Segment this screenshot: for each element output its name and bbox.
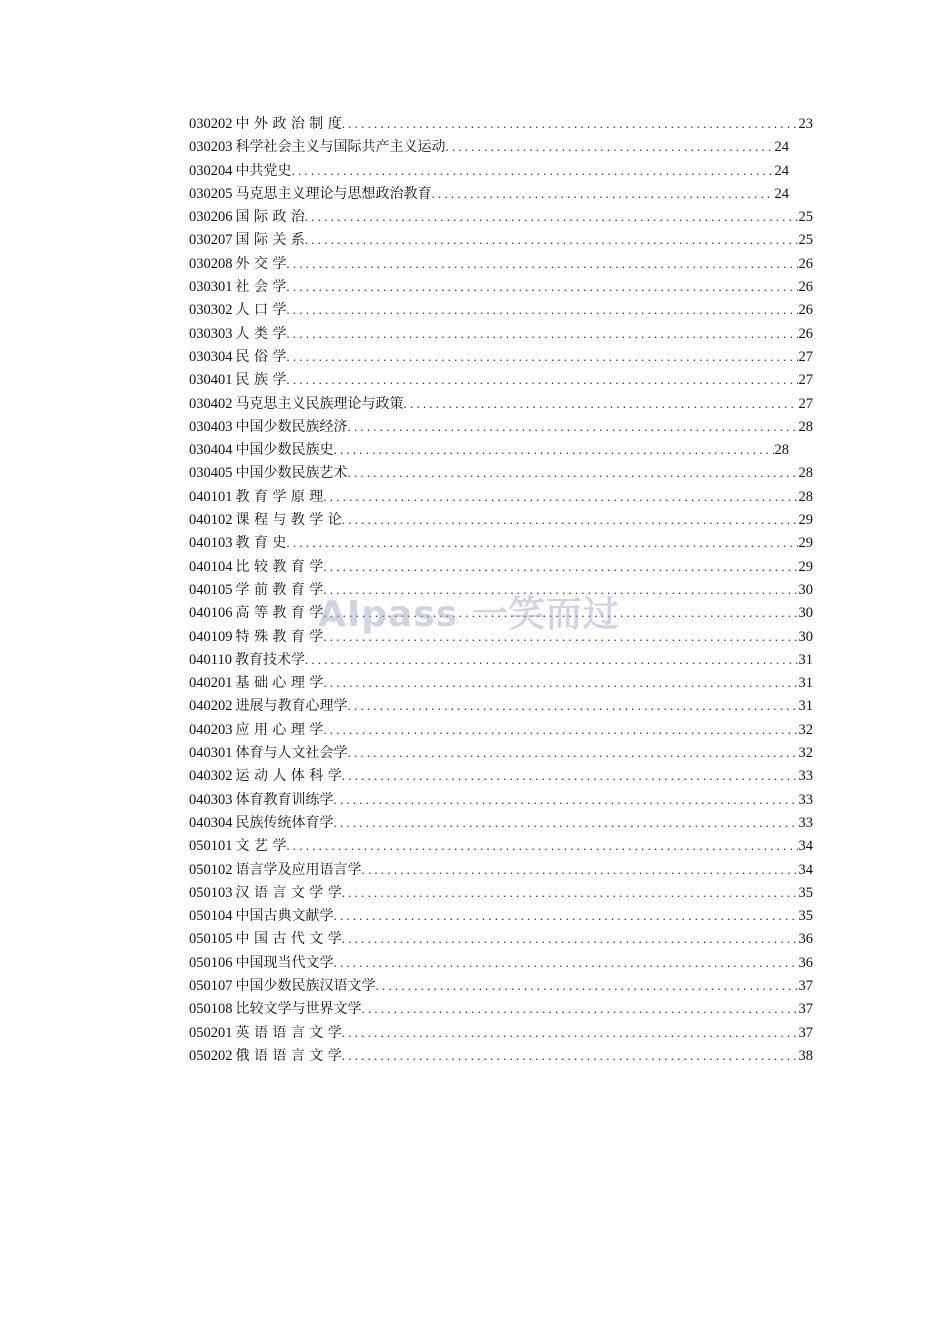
toc-title: 英 语 语 言 文 学 [235, 1024, 342, 1041]
toc-entry[interactable] [189, 834, 813, 857]
toc-code: 040102 [189, 512, 233, 529]
toc-page-number: 24 [774, 139, 789, 156]
toc-leader-dots [348, 461, 798, 484]
toc-entry[interactable] [189, 112, 813, 135]
toc-page-number: 31 [798, 698, 813, 715]
toc-leader-dots [323, 485, 797, 508]
toc-page-number: 26 [798, 325, 813, 342]
toc-entry[interactable] [189, 368, 813, 391]
toc-entry[interactable] [189, 881, 813, 904]
toc-page-number: 37 [798, 977, 813, 994]
toc-entry[interactable] [189, 997, 813, 1020]
toc-entry[interactable] [189, 508, 813, 531]
toc-entry[interactable] [189, 764, 813, 787]
toc-code: 050202 [189, 1047, 233, 1064]
toc-entry[interactable] [189, 1021, 813, 1044]
toc-title: 社 会 学 [235, 279, 287, 296]
toc-title: 民 俗 学 [235, 348, 287, 365]
toc-code: 030203 [189, 139, 233, 156]
toc-leader-dots [348, 741, 798, 764]
toc-entry[interactable] [189, 298, 813, 321]
toc-page-number: 26 [798, 255, 813, 272]
toc-page-number: 32 [798, 721, 813, 738]
toc-title: 中国古典文献学 [235, 908, 334, 925]
toc-title: 特 殊 教 育 学 [235, 628, 324, 645]
toc-page-number: 28 [798, 465, 813, 482]
toc-leader-dots [323, 578, 797, 601]
toc-code: 040109 [189, 628, 233, 645]
toc-title: 中共党史 [235, 162, 292, 179]
toc-code: 050108 [189, 1001, 233, 1018]
toc-leader-dots [286, 252, 797, 275]
toc-leader-dots [305, 205, 798, 228]
toc-code: 050101 [189, 838, 233, 855]
toc-code: 040201 [189, 675, 233, 692]
toc-leader-dots [323, 718, 797, 741]
toc-page-number: 34 [798, 838, 813, 855]
toc-leader-dots [292, 159, 774, 182]
toc-title: 文 艺 学 [235, 838, 287, 855]
toc-page-number: 26 [798, 279, 813, 296]
toc-leader-dots [362, 997, 798, 1020]
toc-entry[interactable] [189, 927, 813, 950]
toc-code: 050106 [189, 954, 233, 971]
toc-page-number: 24 [774, 185, 789, 202]
toc-code: 030404 [189, 442, 233, 459]
toc-title: 国 际 关 系 [235, 232, 305, 249]
toc-entry[interactable] [189, 182, 789, 205]
toc-leader-dots [286, 531, 797, 554]
toc-leader-dots [342, 927, 798, 950]
toc-title: 教育技术学 [234, 651, 305, 668]
toc-entry[interactable] [189, 601, 813, 624]
toc-leader-dots [446, 135, 774, 158]
toc-leader-dots [286, 275, 797, 298]
toc-entry[interactable] [189, 718, 813, 741]
toc-entry[interactable] [189, 904, 813, 927]
toc-title: 高 等 教 育 学 [235, 605, 324, 622]
toc-code: 040101 [189, 488, 233, 505]
toc-title: 马克思主义理论与思想政治教育 [235, 185, 432, 202]
toc-title: 人 类 学 [235, 325, 287, 342]
toc-leader-dots [342, 112, 798, 135]
toc-page-number: 36 [798, 931, 813, 948]
toc-page-number: 29 [798, 512, 813, 529]
toc-title: 汉 语 言 文 学 学 [235, 884, 342, 901]
toc-entry[interactable] [189, 531, 813, 554]
toc-code: 050107 [189, 977, 233, 994]
toc-leader-dots [334, 951, 798, 974]
toc-title: 进展与教育心理学 [235, 698, 348, 715]
toc-leader-dots [334, 811, 798, 834]
toc-code: 030302 [189, 302, 233, 319]
toc-code: 040301 [189, 745, 233, 762]
toc-code: 040303 [189, 791, 233, 808]
toc-title: 教 育 学 原 理 [235, 488, 324, 505]
toc-code: 040203 [189, 721, 233, 738]
toc-code: 040302 [189, 768, 233, 785]
toc-page-number: 34 [798, 861, 813, 878]
toc-entry[interactable] [189, 135, 789, 158]
toc-code: 030402 [189, 395, 233, 412]
toc-entry[interactable] [189, 578, 813, 601]
toc-leader-dots [323, 671, 797, 694]
toc-page-number: 32 [798, 745, 813, 762]
toc-code: 030304 [189, 348, 233, 365]
toc-leader-dots [342, 508, 798, 531]
toc-code: 040202 [189, 698, 233, 715]
table-of-contents [189, 112, 813, 1067]
toc-leader-dots [376, 974, 798, 997]
toc-entry[interactable] [189, 555, 813, 578]
toc-title: 中国少数民族汉语文学 [235, 977, 376, 994]
toc-title: 语言学及应用语言学 [235, 861, 362, 878]
toc-entry[interactable] [189, 392, 813, 415]
toc-page-number: 27 [798, 395, 813, 412]
toc-title: 中 外 政 治 制 度 [235, 116, 342, 132]
toc-title: 国 际 政 治 [235, 209, 305, 226]
toc-leader-dots [286, 368, 797, 391]
toc-entry[interactable] [189, 205, 813, 228]
toc-title: 教 育 史 [235, 535, 287, 552]
toc-title: 应 用 心 理 学 [235, 721, 324, 738]
toc-leader-dots [334, 438, 774, 461]
toc-page-number: 35 [798, 884, 813, 901]
toc-title: 中国少数民族史 [235, 442, 334, 459]
toc-code: 030207 [189, 232, 233, 249]
toc-code: 030205 [189, 185, 233, 202]
toc-title: 体育教育训练学 [235, 791, 334, 808]
toc-entry[interactable] [189, 858, 813, 881]
toc-title: 学 前 教 育 学 [235, 581, 324, 598]
toc-entry[interactable] [189, 1044, 813, 1067]
toc-leader-dots [404, 392, 798, 415]
toc-page-number: 29 [798, 558, 813, 575]
watermark: AIpass 一笑而过 [318, 594, 620, 635]
toc-entry[interactable] [189, 252, 813, 275]
toc-page-number: 33 [798, 814, 813, 831]
toc-page-number: 33 [798, 768, 813, 785]
toc-title: 运 动 人 体 科 学 [235, 768, 342, 785]
toc-leader-dots [432, 182, 774, 205]
toc-page-number: 36 [798, 954, 813, 971]
toc-title: 比较文学与世界文学 [235, 1001, 362, 1018]
toc-code: 030405 [189, 465, 233, 482]
toc-page-number: 27 [798, 372, 813, 389]
toc-entry[interactable] [189, 951, 813, 974]
toc-code: 050103 [189, 884, 233, 901]
toc-title: 马克思主义民族理论与政策 [235, 395, 404, 412]
toc-page-number: 37 [798, 1001, 813, 1018]
toc-code: 040304 [189, 814, 233, 831]
toc-code: 030204 [189, 162, 233, 179]
toc-code: 030401 [189, 372, 233, 389]
toc-page-number: 24 [774, 162, 789, 179]
toc-code: 030303 [189, 325, 233, 342]
toc-title: 外 交 学 [235, 255, 287, 272]
toc-code: 040104 [189, 558, 233, 575]
toc-entry[interactable] [189, 671, 813, 694]
toc-entry[interactable] [189, 811, 813, 834]
toc-code: 050102 [189, 861, 233, 878]
toc-page-number: 30 [798, 581, 813, 598]
toc-leader-dots [286, 834, 797, 857]
toc-title: 基 础 心 理 学 [235, 675, 324, 692]
toc-title: 中国少数民族艺术 [235, 465, 348, 482]
toc-page-number: 28 [774, 442, 789, 459]
toc-title: 中国现当代文学 [235, 954, 334, 971]
toc-leader-dots [286, 345, 797, 368]
toc-entry[interactable] [189, 322, 813, 345]
toc-page-number: 26 [798, 302, 813, 319]
toc-entry[interactable] [189, 415, 813, 438]
toc-code: 050104 [189, 908, 233, 925]
toc-entry[interactable] [189, 438, 789, 461]
toc-entry[interactable] [189, 228, 813, 251]
toc-page-number: 25 [798, 209, 813, 226]
toc-leader-dots [348, 415, 798, 438]
toc-title: 民 族 学 [235, 372, 287, 389]
toc-page-number: 23 [798, 116, 813, 132]
toc-page-number: 31 [798, 651, 813, 668]
toc-leader-dots [342, 1044, 798, 1067]
toc-page-number: 30 [798, 628, 813, 645]
toc-page-number: 31 [798, 675, 813, 692]
toc-leader-dots [342, 1021, 798, 1044]
toc-code: 040110 [189, 651, 232, 668]
toc-code: 030202 [189, 116, 233, 132]
toc-title: 人 口 学 [235, 302, 287, 319]
toc-code: 050201 [189, 1024, 233, 1041]
toc-entry[interactable] [189, 345, 813, 368]
toc-code: 030403 [189, 418, 233, 435]
toc-title: 课 程 与 教 学 论 [235, 512, 342, 529]
toc-page-number: 30 [798, 605, 813, 622]
toc-leader-dots [323, 601, 797, 624]
toc-page-number: 35 [798, 908, 813, 925]
toc-code: 050105 [189, 931, 233, 948]
toc-title: 体育与人文社会学 [235, 745, 348, 762]
toc-title: 中国少数民族经济 [235, 418, 348, 435]
toc-entry[interactable] [189, 788, 813, 811]
toc-leader-dots [342, 881, 798, 904]
toc-leader-dots [323, 555, 797, 578]
toc-code: 040103 [189, 535, 233, 552]
toc-page-number: 28 [798, 418, 813, 435]
toc-page-number: 37 [798, 1024, 813, 1041]
toc-entry[interactable] [189, 461, 813, 484]
toc-leader-dots [286, 322, 797, 345]
toc-entry[interactable] [189, 275, 813, 298]
toc-entry[interactable] [189, 625, 813, 648]
toc-page-number: 29 [798, 535, 813, 552]
toc-code: 030206 [189, 209, 233, 226]
toc-leader-dots [286, 298, 797, 321]
toc-entry[interactable] [189, 159, 789, 182]
toc-page-number: 33 [798, 791, 813, 808]
toc-title: 科学社会主义与国际共产主义运动 [235, 139, 446, 156]
toc-leader-dots [305, 228, 798, 251]
toc-leader-dots [305, 648, 798, 671]
toc-leader-dots [334, 904, 798, 927]
toc-leader-dots [362, 858, 798, 881]
toc-page-number: 27 [798, 348, 813, 365]
toc-title: 民族传统体育学 [235, 814, 334, 831]
toc-title: 中 国 古 代 文 学 [235, 931, 342, 948]
toc-entry[interactable] [189, 648, 813, 671]
toc-leader-dots [323, 625, 797, 648]
toc-entry[interactable] [189, 974, 813, 997]
toc-page-number: 38 [798, 1047, 813, 1064]
toc-entry[interactable] [189, 694, 813, 717]
toc-title: 比 较 教 育 学 [235, 558, 324, 575]
toc-page-number: 25 [798, 232, 813, 249]
toc-code: 040106 [189, 605, 233, 622]
toc-leader-dots [348, 694, 798, 717]
toc-code: 030301 [189, 279, 233, 296]
toc-title: 俄 语 语 言 文 学 [235, 1047, 342, 1064]
toc-leader-dots [334, 788, 798, 811]
toc-code: 030208 [189, 255, 233, 272]
toc-entry[interactable] [189, 741, 813, 764]
toc-entry[interactable] [189, 485, 813, 508]
toc-page-number: 28 [798, 488, 813, 505]
toc-code: 040105 [189, 581, 233, 598]
toc-leader-dots [342, 764, 798, 787]
